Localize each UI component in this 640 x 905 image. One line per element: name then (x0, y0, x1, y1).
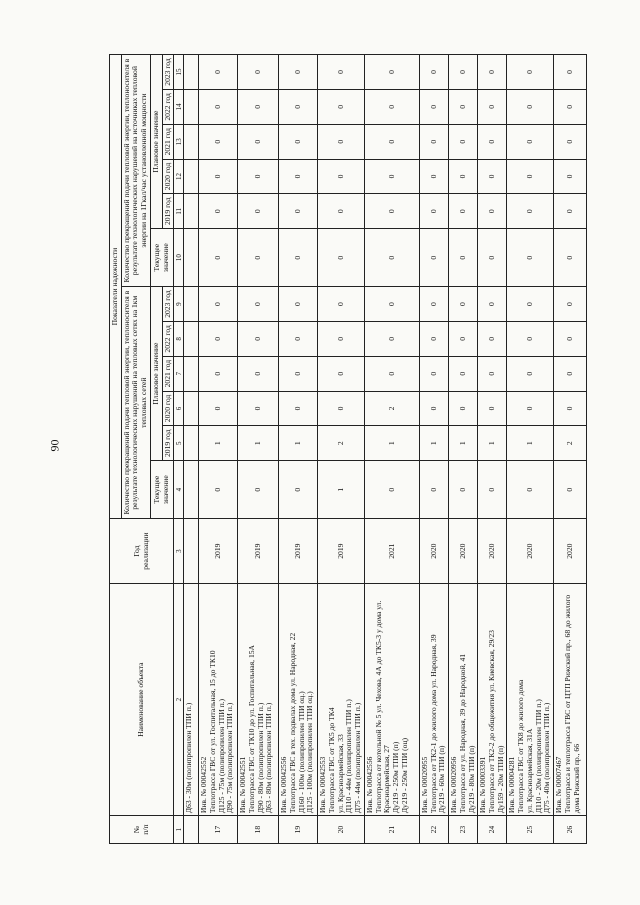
indicator-value: 1 (364, 426, 419, 461)
indicator-value: 1 (318, 461, 365, 519)
indicator-value: 0 (419, 356, 448, 391)
indicator-value: 0 (478, 89, 507, 124)
indicator-value: 1 (449, 426, 478, 461)
indicator-value: 0 (419, 55, 448, 90)
indicator-value: 0 (238, 229, 279, 287)
indicator-value: 0 (238, 391, 279, 426)
group-header: Показатели надежности (110, 55, 122, 519)
col-year-header: Год реализации (110, 519, 174, 584)
indicator-value: 0 (199, 229, 238, 287)
indicator-value: 0 (199, 159, 238, 194)
indicator-value: 0 (199, 194, 238, 229)
object-name: Инв. № 00042556 Теплотрасса от котельной № 5 ул. Чехова, 4А до ТК5-3 у дома ул. Красноармейская, 27 Ду219 - 250м ТПИ (п) Ду219 - 250м ТПИ (оц) (364, 584, 419, 816)
year-header: 2022 год (162, 321, 174, 356)
object-name: Инв. № 00003391 Теплотрасса от ТК2-2 до общежития ул. Киевская, 29/23 Ду159 - 20м ТПИ (п) (478, 584, 507, 816)
indicator-value: 0 (449, 194, 478, 229)
year-header: 2022 год (162, 89, 174, 124)
indicator-value: 0 (507, 89, 554, 124)
column-index: 6 (174, 391, 184, 426)
indicator-value: 0 (554, 55, 587, 90)
row-number: 22 (419, 816, 448, 844)
table-row (199, 55, 238, 844)
table-row (554, 55, 587, 844)
indicator-value: 0 (507, 159, 554, 194)
table-row (419, 55, 448, 844)
indicator-value: 0 (318, 194, 365, 229)
indicator-value: 0 (478, 124, 507, 159)
indicator-value: 0 (554, 194, 587, 229)
indicator-value: 0 (507, 356, 554, 391)
indicator-value: 0 (279, 321, 318, 356)
indicator-value: 0 (478, 229, 507, 287)
table-row (364, 55, 419, 844)
row-number: 24 (478, 816, 507, 844)
indicator-value: 0 (478, 391, 507, 426)
column-index: 10 (174, 229, 184, 287)
indicator-value: 1 (478, 426, 507, 461)
planned-value-header: Плановое значение (150, 287, 162, 461)
indicator-value: 0 (449, 89, 478, 124)
indicator-value: 0 (419, 159, 448, 194)
column-index: 3 (174, 519, 184, 584)
indicator-value: 0 (318, 89, 365, 124)
indicator-value: 0 (238, 356, 279, 391)
column-index: 8 (174, 321, 184, 356)
indicator-value: 0 (478, 287, 507, 322)
indicator-value: 0 (449, 159, 478, 194)
indicator-value: 0 (419, 229, 448, 287)
indicator-value: 0 (449, 391, 478, 426)
indicator-value: 0 (449, 461, 478, 519)
indicator-value: 0 (554, 89, 587, 124)
year-header: 2023 год (162, 55, 174, 90)
indicator-value: 0 (507, 461, 554, 519)
indicator-value: 0 (279, 391, 318, 426)
indicator-value: 0 (279, 159, 318, 194)
indicator-value: 0 (419, 321, 448, 356)
indicator-value: 0 (478, 55, 507, 90)
indicator-value: 0 (238, 461, 279, 519)
indicator-value: 1 (238, 426, 279, 461)
indicator-value: 0 (279, 461, 318, 519)
indicator-value: 0 (199, 321, 238, 356)
indicator-value: 2 (554, 426, 587, 461)
implementation-year: 2020 (478, 519, 507, 584)
indicator-value: 0 (238, 287, 279, 322)
column-index: 2 (174, 584, 184, 816)
indicator-value: 0 (318, 124, 365, 159)
year-header: 2020 год (162, 391, 174, 426)
column-index: 4 (174, 461, 184, 519)
column-index: 14 (174, 89, 184, 124)
indicator-value: 0 (364, 461, 419, 519)
indicator-value: 0 (199, 55, 238, 90)
row-number: 17 (199, 816, 238, 844)
continuation-text: Д63 - 30м (полипропилен ТПИ п.) (184, 584, 199, 816)
indicator-value: 0 (507, 194, 554, 229)
indicator-value: 0 (507, 55, 554, 90)
indicator-value: 0 (364, 229, 419, 287)
col-name-header: Наименование объекта (110, 584, 174, 816)
indicator-value: 0 (318, 391, 365, 426)
year-header: 2021 год (162, 124, 174, 159)
indicator-value: 0 (279, 287, 318, 322)
column-index: 9 (174, 287, 184, 322)
indicator-value: 0 (478, 461, 507, 519)
indicator-value: 0 (478, 194, 507, 229)
indicator-value: 0 (279, 229, 318, 287)
table-row (238, 55, 279, 844)
indicator-value: 0 (364, 194, 419, 229)
indicator-value: 0 (238, 89, 279, 124)
source-interruptions-header: Количество прекращений подачи тепловой энергии, теплоносителя в результате технологических нарушений на источниках тепловой энергии на 1Гкал/час установленной мощности (121, 55, 150, 287)
row-number: 25 (507, 816, 554, 844)
object-name: Инв. № 00020956 Теплотрасса от ул. Народная, 39 до Народной, 41 Ду219 - 80м ТПИ (п) (449, 584, 478, 816)
indicator-value: 0 (419, 89, 448, 124)
row-number: 21 (364, 816, 419, 844)
indicator-value: 0 (554, 124, 587, 159)
year-header: 2020 год (162, 159, 174, 194)
indicator-value: 0 (199, 391, 238, 426)
indicator-value: 0 (199, 124, 238, 159)
indicator-value: 1 (279, 426, 318, 461)
indicator-value: 0 (318, 55, 365, 90)
indicator-value: 0 (318, 229, 365, 287)
indicator-value: 0 (419, 461, 448, 519)
column-index: 15 (174, 55, 184, 90)
indicator-value: 0 (279, 124, 318, 159)
table-row (507, 55, 554, 844)
indicator-value: 0 (364, 287, 419, 322)
page-number: 90 (47, 439, 62, 452)
implementation-year: 2019 (238, 519, 279, 584)
implementation-year: 2020 (419, 519, 448, 584)
column-index: 11 (174, 194, 184, 229)
indicator-value: 0 (238, 159, 279, 194)
indicator-value: 0 (419, 124, 448, 159)
indicator-value: 0 (554, 159, 587, 194)
object-name: Инв. № 00042552 Теплотрасса ГВС от ул. Госпитальная, 15 до ТК10 Д125 - 75м (полипропилен ТПИ п.) Д90 - 75м (полипропилен ТПИ п.) (199, 584, 238, 816)
year-header: 2019 год (162, 194, 174, 229)
implementation-year: 2020 (449, 519, 478, 584)
current-value-header: Текущее значение (150, 229, 173, 287)
object-name: Инв. № 00004281 Теплотрасса ГВС от ТК8 до жилого дома ул. Красноармейская, 31А Д110 - 20м (полипропилен ТПИ п.) Д75 - 40м (полипропилен ТПИ п.) (507, 584, 554, 816)
year-header: 2021 год (162, 356, 174, 391)
indicator-value: 0 (364, 124, 419, 159)
indicator-value: 0 (238, 194, 279, 229)
column-index-row (174, 55, 184, 844)
indicator-value: 0 (279, 194, 318, 229)
network-interruptions-header: Количество прекращений подачи тепловой энергии, теплоносителя в результате технологических нарушений на тепловых сетях на 1км тепловых сетей (121, 287, 150, 519)
indicator-value: 0 (364, 55, 419, 90)
indicator-value: 0 (507, 391, 554, 426)
indicator-value: 0 (318, 159, 365, 194)
indicator-value: 0 (238, 124, 279, 159)
indicator-value: 0 (449, 287, 478, 322)
indicator-value: 0 (419, 287, 448, 322)
implementation-year: 2020 (554, 519, 587, 584)
indicator-value: 0 (507, 321, 554, 356)
implementation-year: 2020 (507, 519, 554, 584)
indicator-value: 0 (507, 124, 554, 159)
column-index: 7 (174, 356, 184, 391)
column-index: 5 (174, 426, 184, 461)
indicator-value: 0 (199, 356, 238, 391)
indicator-value: 0 (507, 287, 554, 322)
indicator-value: 0 (449, 356, 478, 391)
indicator-value: 0 (279, 89, 318, 124)
landscape-table-wrapper (109, 54, 589, 844)
indicator-value: 0 (449, 55, 478, 90)
indicator-value: 1 (199, 426, 238, 461)
column-index: 1 (174, 816, 184, 844)
row-number: 20 (318, 816, 365, 844)
indicator-value: 0 (318, 287, 365, 322)
row-number: 19 (279, 816, 318, 844)
year-header: 2023 год (162, 287, 174, 322)
year-header: 2019 год (162, 426, 174, 461)
planned-value-header: Плановое значение (150, 55, 162, 229)
indicator-value: 2 (364, 391, 419, 426)
indicator-value: 0 (279, 55, 318, 90)
indicator-value: 0 (238, 55, 279, 90)
col-num-header: № п/п (110, 816, 174, 844)
object-name: Инв. № 00007467 Теплотрасса и теплотрасса ГВС от ЦТП Рижский пр., 68 до жилого дома Рижский пр., 66 (554, 584, 587, 816)
indicator-value: 1 (507, 426, 554, 461)
continuation-row (184, 55, 199, 844)
indicator-value: 0 (449, 321, 478, 356)
indicator-value: 0 (554, 461, 587, 519)
indicator-value: 0 (364, 159, 419, 194)
column-index: 13 (174, 124, 184, 159)
indicator-value: 0 (419, 194, 448, 229)
indicator-value: 0 (449, 229, 478, 287)
indicator-value: 0 (364, 89, 419, 124)
object-name: Инв. № 00042556 Теплотрасса ГВС в тех. подвалах дома ул. Народная, 22 Д160 - 100м (полипропилен ТПИ оц.) Д125 - 100м (полипропилен ТПИ оц.) (279, 584, 318, 816)
table-row (279, 55, 318, 844)
row-number: 26 (554, 816, 587, 844)
row-number: 18 (238, 816, 279, 844)
object-name: Инв. № 00042551 Теплотрасса ГВС от ТК10 до ул. Госпитальная, 15А Д90 - 80м (полипропилен ТПИ п.) Д63 - 80м (полипропилен ТПИ п.) (238, 584, 279, 816)
indicator-value: 0 (554, 321, 587, 356)
indicator-value: 0 (478, 321, 507, 356)
table-row (318, 55, 365, 844)
table-body (199, 55, 587, 844)
indicator-value: 2 (318, 426, 365, 461)
indicator-value: 0 (199, 89, 238, 124)
indicator-value: 0 (554, 287, 587, 322)
implementation-year: 2019 (199, 519, 238, 584)
indicator-value: 0 (478, 356, 507, 391)
implementation-year: 2021 (364, 519, 419, 584)
implementation-year: 2019 (279, 519, 318, 584)
object-name: Инв. № 00020955 Теплотрасса от ТК2-1 до жилого дома ул. Народная, 39 Ду219 - 60м ТПИ (п) (419, 584, 448, 816)
indicator-value: 0 (199, 287, 238, 322)
indicator-value: 1 (419, 426, 448, 461)
table-row (478, 55, 507, 844)
indicator-value: 0 (478, 159, 507, 194)
indicator-value: 0 (238, 321, 279, 356)
row-number: 23 (449, 816, 478, 844)
indicator-value: 0 (199, 461, 238, 519)
indicator-value: 0 (449, 124, 478, 159)
indicator-value: 0 (419, 391, 448, 426)
indicator-value: 0 (318, 356, 365, 391)
rotated-page (109, 54, 589, 844)
indicator-value: 0 (364, 321, 419, 356)
indicator-value: 0 (318, 321, 365, 356)
implementation-year: 2019 (318, 519, 365, 584)
column-index: 12 (174, 159, 184, 194)
indicator-value: 0 (554, 356, 587, 391)
indicator-value: 0 (507, 229, 554, 287)
object-name: Инв. № 00042553 Теплотрасса ГВС от ТК5 до ТК4 ул. Красноармейская, 33 Д110 - 44м (полипропилен ТПИ п.) Д75 - 44м (полипропилен ТПИ п.) (318, 584, 365, 816)
table-row (449, 55, 478, 844)
indicator-value: 0 (279, 356, 318, 391)
indicator-value: 0 (554, 391, 587, 426)
indicator-value: 0 (364, 356, 419, 391)
indicator-value: 0 (554, 229, 587, 287)
reliability-table (109, 54, 587, 844)
current-value-header: Текущее значение (150, 461, 173, 519)
